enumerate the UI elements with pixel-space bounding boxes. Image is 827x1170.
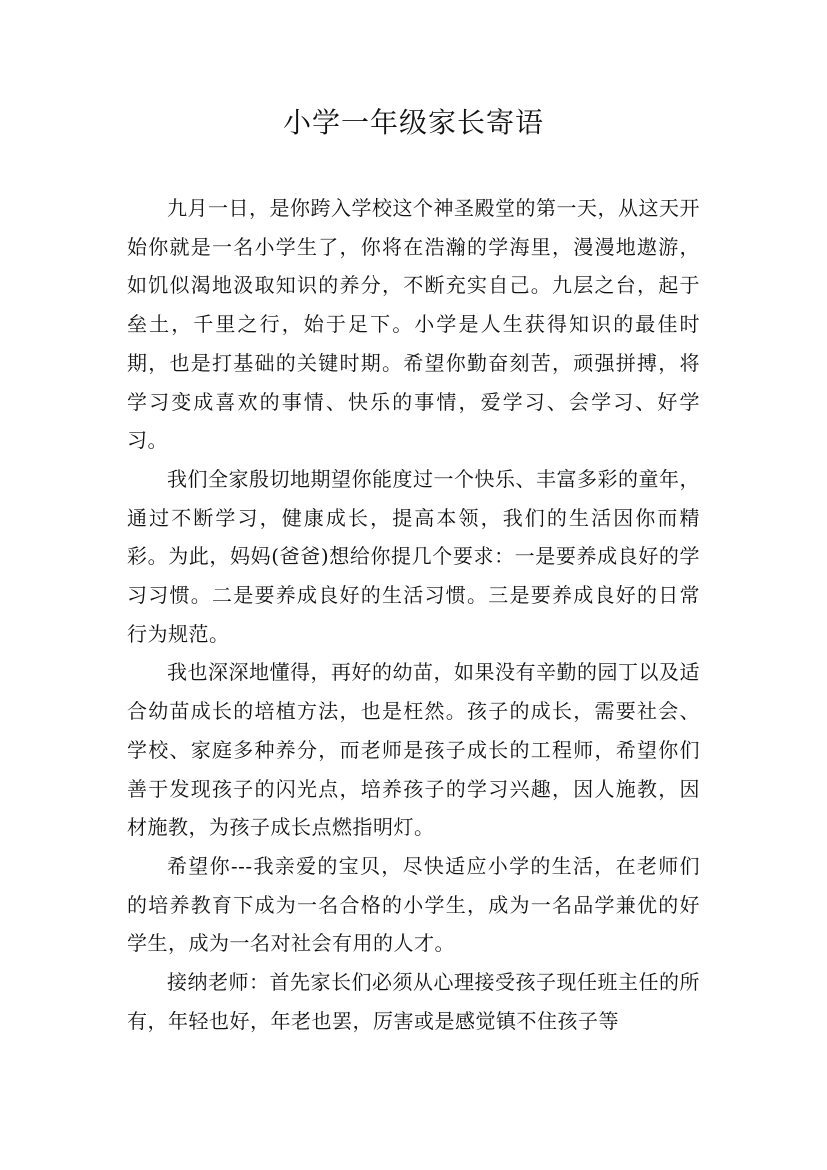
paragraph-1: 九月一日，是你跨入学校这个神圣殿堂的第一天，从这天开始你就是一名小学生了，你将在浩瀚的学海里，漫漫地遨游，如饥似渴地汲取知识的养分，不断充实自己。九层之台，起于垒土，千里之行，始于足下。小学是人生获得知识的最佳时期，也是打基础的关键时期。希望你勤奋刻苦，顽强拼搏，将学习变成喜欢的事情、快乐的事情，爱学习、会学习、好学习。 bbox=[127, 196, 700, 453]
paragraph-2: 我们全家殷切地期望你能度过一个快乐、丰富多彩的童年，通过不断学习，健康成长，提高本领，我们的生活因你而精彩。为此，妈妈(爸爸)想给你提几个要求：一是要养成良好的学习习惯。二是要养成良好的生活习惯。三是要养成良好的日常行为规范。 bbox=[127, 466, 700, 646]
paragraph-5: 接纳老师：首先家长们必须从心理接受孩子现任班主任的所有，年轻也好，年老也罢，厉害或是感觉镇不住孩子等 bbox=[127, 970, 700, 1033]
paragraph-4: 希望你---我亲爱的宝贝，尽快适应小学的生活，在老师们的培养教育下成为一名合格的小学生，成为一名品学兼优的好学生，成为一名对社会有用的人才。 bbox=[127, 853, 700, 956]
paragraph-3: 我也深深地懂得，再好的幼苗，如果没有辛勤的园丁以及适合幼苗成长的培植方法，也是枉然。孩子的成长，需要社会、学校、家庭多种养分，而老师是孩子成长的工程师，希望你们善于发现孩子的闪光点，培养孩子的学习兴趣，因人施教，因材施教，为孩子成长点燃指明灯。 bbox=[127, 660, 700, 840]
document-title: 小学一年级家长寄语 bbox=[282, 106, 544, 139]
document-body bbox=[127, 189, 700, 1040]
